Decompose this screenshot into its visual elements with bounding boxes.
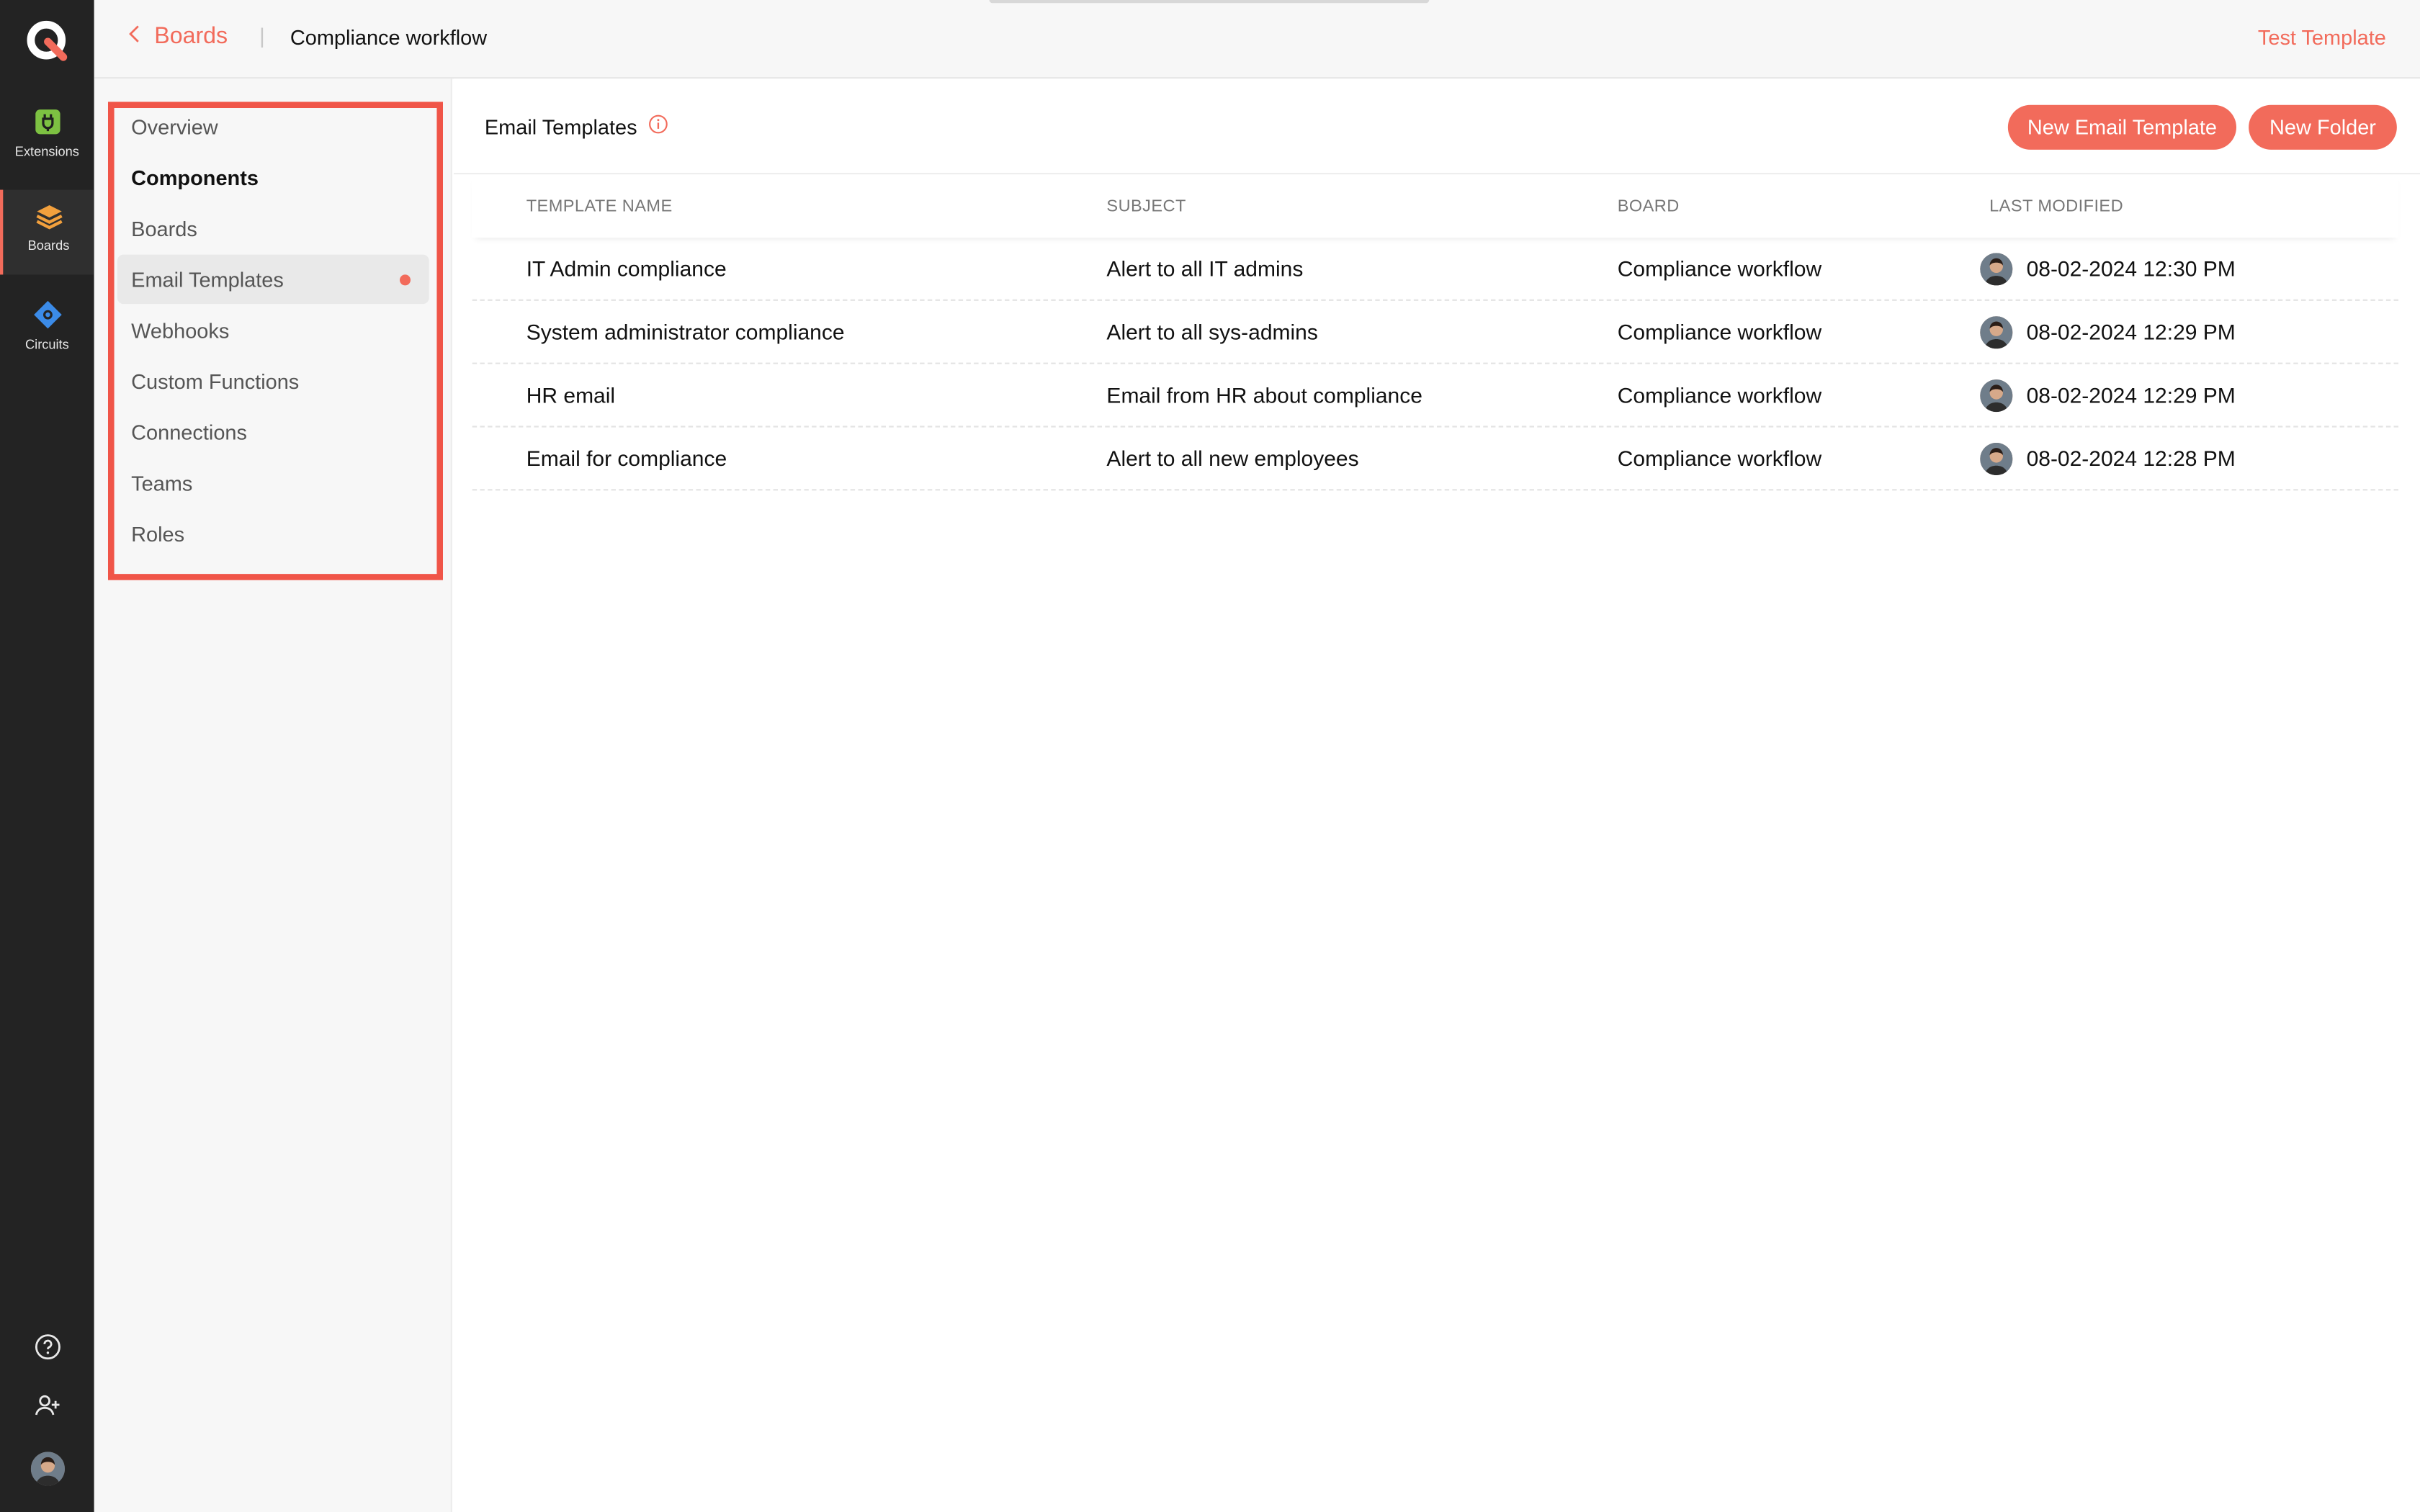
user-avatar-button[interactable] [0, 1452, 94, 1485]
nav-item-label: Components [131, 166, 259, 189]
rail-item-label: Boards [27, 238, 70, 253]
help-button[interactable] [0, 1333, 94, 1368]
cell-board: Compliance workflow [1617, 319, 1822, 344]
cell-template-name: Email for compliance [526, 446, 727, 471]
cell-subject: Alert to all new employees [1106, 446, 1359, 471]
main-panel [454, 78, 2420, 1512]
nav-item-overview[interactable] [117, 102, 429, 151]
modified-timestamp: 08-02-2024 12:29 PM [2026, 382, 2236, 408]
cell-template-name: IT Admin compliance [526, 256, 727, 281]
rail-item-extensions[interactable] [0, 96, 94, 181]
nav-item-connections[interactable] [117, 408, 429, 457]
active-dot-indicator [400, 274, 411, 285]
modified-timestamp: 08-02-2024 12:30 PM [2026, 256, 2236, 281]
table-row[interactable] [472, 301, 2398, 364]
new-folder-button[interactable]: New Folder [2249, 105, 2397, 150]
back-to-boards-link[interactable] [128, 23, 228, 49]
page-title [485, 114, 668, 139]
modifier-avatar [1980, 252, 2012, 284]
rail-item-circuits[interactable] [0, 289, 94, 374]
column-header-template-name[interactable]: TEMPLATE NAME [526, 197, 673, 215]
back-label: Boards [154, 23, 228, 50]
nav-item-teams[interactable] [117, 458, 429, 508]
test-template-link[interactable]: Test Template [2257, 26, 2386, 50]
nav-item-custom-functions[interactable] [117, 356, 429, 406]
table-row[interactable] [472, 364, 2398, 428]
nav-item-label: Connections [131, 420, 247, 444]
rail-item-label: Extensions [14, 143, 79, 159]
cell-last-modified [1935, 442, 2398, 474]
email-templates-table [472, 174, 2398, 490]
modified-timestamp: 08-02-2024 12:28 PM [2026, 446, 2236, 471]
boards-icon [33, 201, 64, 232]
nav-item-label: Email Templates [131, 267, 284, 291]
rail-item-boards[interactable] [0, 190, 94, 275]
breadcrumb-current: Compliance workflow [290, 26, 488, 50]
nav-item-webhooks[interactable] [117, 305, 429, 355]
cell-board: Compliance workflow [1617, 256, 1822, 281]
app-logo[interactable] [23, 17, 73, 67]
add-user-button[interactable] [0, 1392, 94, 1427]
modified-timestamp: 08-02-2024 12:29 PM [2026, 319, 2236, 344]
cell-last-modified [1935, 315, 2398, 348]
new-email-template-button[interactable]: New Email Template [2008, 105, 2236, 150]
nav-item-roles[interactable] [117, 509, 429, 559]
modifier-avatar [1980, 315, 2012, 348]
cell-template-name: HR email [526, 382, 616, 408]
extensions-icon [32, 107, 63, 138]
page-title-text: Email Templates [484, 114, 637, 138]
nav-heading-components [117, 153, 429, 202]
nav-item-label: Webhooks [131, 318, 230, 342]
nav-item-label: Boards [131, 217, 197, 240]
cell-last-modified [1935, 252, 2398, 284]
modifier-avatar [1980, 442, 2012, 474]
window-notch [990, 0, 1430, 3]
cell-subject: Email from HR about compliance [1106, 382, 1422, 408]
cell-board: Compliance workflow [1617, 382, 1822, 408]
add-user-icon [33, 1392, 61, 1427]
cell-board: Compliance workflow [1617, 446, 1822, 471]
nav-item-label: Roles [131, 522, 185, 546]
nav-item-label: Overview [131, 114, 218, 138]
nav-item-label: Custom Functions [131, 369, 300, 393]
table-row[interactable] [472, 428, 2398, 491]
cell-template-name: System administrator compliance [526, 319, 845, 344]
cell-subject: Alert to all sys-admins [1106, 319, 1318, 344]
table-header [472, 174, 2398, 238]
modifier-avatar [1980, 379, 2012, 411]
breadcrumb-separator: | [259, 23, 265, 48]
circuits-icon [32, 300, 63, 330]
rail-item-label: Circuits [24, 336, 69, 352]
nav-item-email-templates[interactable] [117, 255, 429, 305]
table-row[interactable] [472, 238, 2398, 301]
info-icon[interactable] [648, 114, 668, 139]
left-rail [0, 0, 94, 1512]
nav-item-label: Teams [131, 471, 193, 495]
column-header-last-modified[interactable]: LAST MODIFIED [1989, 197, 2124, 215]
user-avatar [30, 1452, 64, 1485]
top-bar [94, 0, 2420, 78]
cell-last-modified [1935, 379, 2398, 411]
nav-item-boards[interactable] [117, 204, 429, 253]
column-header-board[interactable]: BOARD [1617, 197, 1680, 215]
chevron-left-icon [128, 23, 140, 49]
main-header [454, 78, 2420, 174]
column-header-subject[interactable]: SUBJECT [1106, 197, 1186, 215]
help-icon [33, 1333, 61, 1368]
cell-subject: Alert to all IT admins [1106, 256, 1304, 281]
component-sidenav [94, 78, 452, 1512]
